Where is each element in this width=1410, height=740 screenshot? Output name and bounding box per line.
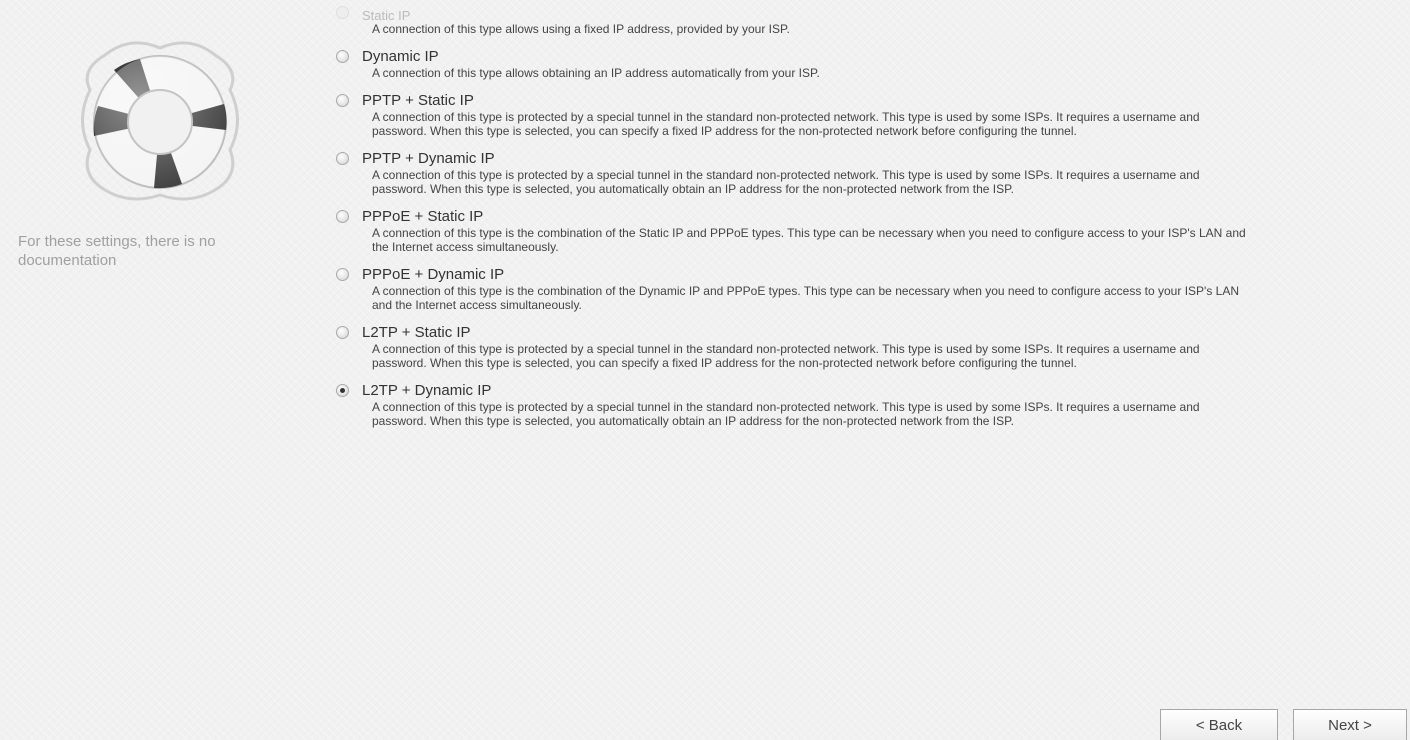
- radio-l2tp-static-ip[interactable]: [336, 326, 349, 339]
- option-l2tp-static-ip: [336, 324, 1246, 370]
- option-description: A connection of this type is the combination of the Static IP and PPPoE types. This type can be necessary when you need to configure access to your ISP's LAN and the Internet access simultaneously.: [372, 226, 1246, 254]
- radio-pptp-static-ip[interactable]: [336, 94, 349, 107]
- option-l2tp-dynamic-ip: [336, 382, 1246, 428]
- radio-dynamic-ip[interactable]: [336, 50, 349, 63]
- option-description: A connection of this type is protected by a special tunnel in the standard non-protected network. This type is used by some ISPs. It requires a username and password. When this type is selected, you can specify a fixed IP address for the non-protected network before configuring the tunnel.: [372, 342, 1200, 370]
- option-title[interactable]: PPPoE + Dynamic IP: [362, 266, 505, 283]
- option-description: A connection of this type allows using a fixed IP address, provided by your ISP.: [372, 22, 790, 36]
- option-title[interactable]: L2TP + Static IP: [362, 324, 471, 341]
- option-title[interactable]: L2TP + Dynamic IP: [362, 382, 492, 399]
- lifebuoy-icon: [70, 30, 250, 210]
- option-description: A connection of this type is protected by a special tunnel in the standard non-protected network. This type is used by some ISPs. It requires a username and password. When this type is selected, you can specify a fixed IP address for the non-protected network before configuring the tunnel.: [372, 110, 1200, 138]
- radio-pptp-dynamic-ip[interactable]: [336, 152, 349, 165]
- radio-l2tp-dynamic-ip[interactable]: [336, 384, 349, 397]
- option-pppoe-static-ip: [336, 208, 1246, 254]
- radio-static-ip[interactable]: [336, 6, 349, 19]
- option-pptp-static-ip: [336, 92, 1246, 138]
- option-description: A connection of this type is protected by a special tunnel in the standard non-protected network. This type is used by some ISPs. It requires a username and password. When this type is selected, you automatically obtain an IP address for the non-protected network from the ISP.: [372, 400, 1200, 428]
- next-button[interactable]: Next >: [1293, 709, 1407, 740]
- option-description: A connection of this type is protected by a special tunnel in the standard non-protected network. This type is used by some ISPs. It requires a username and password. When this type is selected, you automatically obtain an IP address for the non-protected network from the ISP.: [372, 168, 1200, 196]
- documentation-note: For these settings, there is no documentation: [18, 233, 216, 269]
- option-title[interactable]: PPPoE + Static IP: [362, 208, 484, 225]
- option-dynamic-ip: [336, 48, 1246, 80]
- back-button[interactable]: < Back: [1160, 709, 1278, 740]
- radio-pppoe-dynamic-ip[interactable]: [336, 268, 349, 281]
- option-title[interactable]: Static IP: [362, 10, 411, 22]
- option-static-ip: [336, 10, 1246, 36]
- option-pptp-dynamic-ip: [336, 150, 1246, 196]
- connection-type-list: [336, 10, 1246, 440]
- option-title[interactable]: PPTP + Dynamic IP: [362, 150, 495, 167]
- radio-pppoe-static-ip[interactable]: [336, 210, 349, 223]
- option-title[interactable]: PPTP + Static IP: [362, 92, 474, 109]
- help-sidebar: [0, 0, 320, 740]
- option-description: A connection of this type allows obtaining an IP address automatically from your ISP.: [372, 66, 820, 80]
- option-title[interactable]: Dynamic IP: [362, 48, 439, 65]
- option-pppoe-dynamic-ip: [336, 266, 1246, 312]
- option-description: A connection of this type is the combination of the Dynamic IP and PPPoE types. This type can be necessary when you need to configure access to your ISP's LAN and the Internet access simultaneously.: [372, 284, 1239, 312]
